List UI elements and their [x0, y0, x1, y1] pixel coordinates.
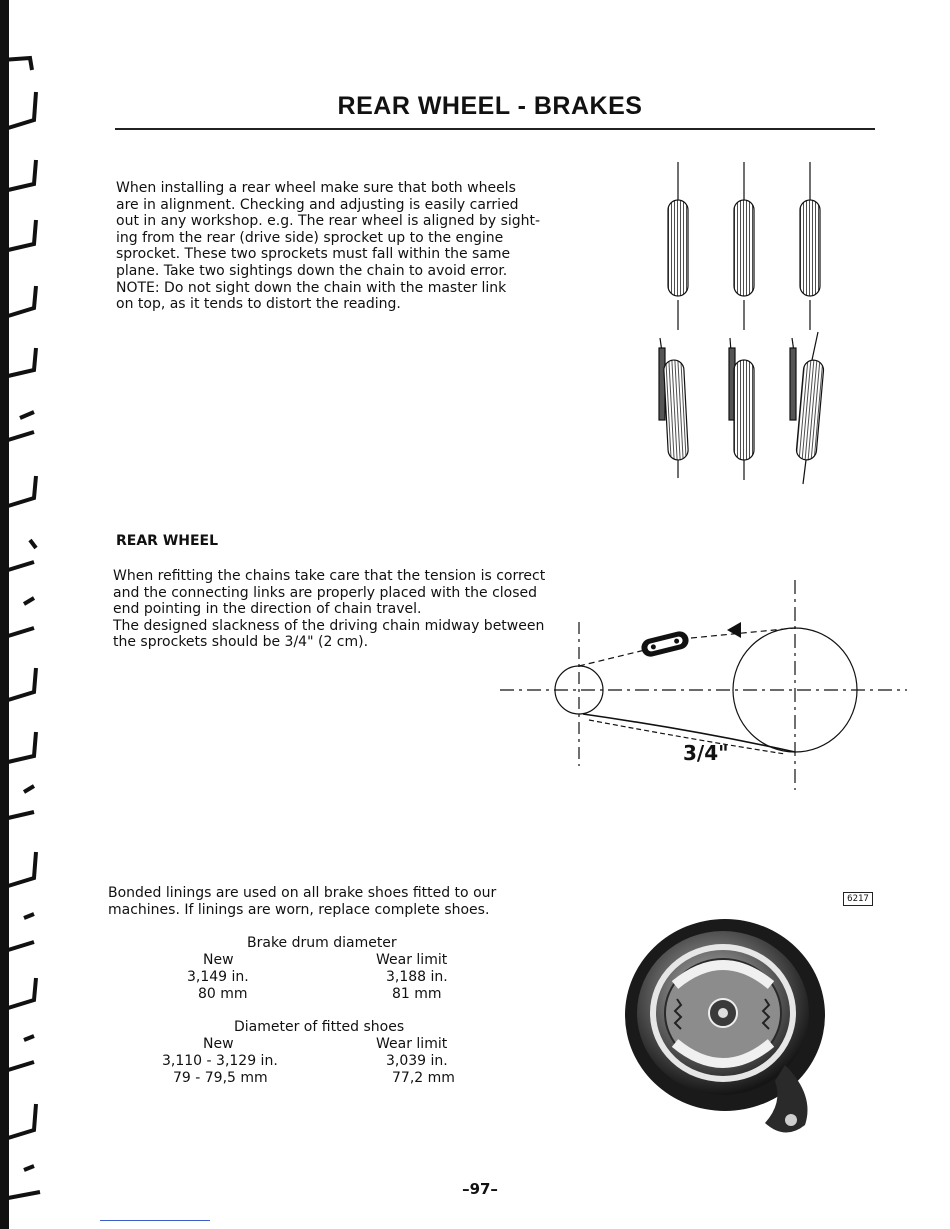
chain-direction-arrow: [727, 622, 741, 638]
aligned-wheel-1: [668, 162, 688, 330]
limit-inches-value: 3,039 in.: [386, 1053, 448, 1069]
page-number: –97–: [462, 1180, 498, 1198]
offset-wheel-3: [790, 332, 824, 484]
wear-limit-column-header: Wear limit: [376, 952, 448, 968]
page-title: REAR WHEEL - BRAKES: [337, 92, 643, 120]
text-line: The designed slackness of the driving chain midway between: [113, 617, 545, 634]
text-line: are in alignment. Checking and adjusting is easily carried: [116, 196, 519, 213]
table-title: Brake drum diameter: [247, 935, 397, 951]
text-line: When installing a rear wheel make sure that both wheels: [116, 180, 516, 196]
wheel-alignment-diagram: [640, 160, 840, 490]
limit-inches-value: 3,188 in.: [386, 969, 448, 985]
new-inches-value: 3,149 in.: [187, 969, 249, 985]
brake-assembly-photo: [615, 915, 855, 1145]
figure-reference: 6217: [843, 892, 873, 906]
text-line: machines. If linings are worn, replace complete shoes.: [108, 901, 490, 918]
text-line: When refitting the chains take care that the tension is correct: [113, 568, 546, 584]
footer-line: [100, 1220, 210, 1221]
connecting-link: [640, 629, 691, 658]
table-title: Diameter of fitted shoes: [234, 1019, 405, 1035]
new-inches-value: 3,110 - 3,129 in.: [162, 1053, 278, 1069]
aligned-wheel-2: [734, 162, 754, 330]
brake-drum-table: [160, 935, 470, 1005]
limit-mm-value: 77,2 mm: [392, 1070, 455, 1086]
text-line: plane. Take two sightings down the chain to avoid error.: [116, 262, 508, 279]
rear-wheel-paragraph: [113, 568, 558, 651]
slack-dimension-label: 3/4": [683, 741, 729, 765]
text-line: and the connecting links are properly placed with the closed: [113, 584, 538, 601]
text-line: end pointing in the direction of chain travel.: [113, 601, 422, 618]
wear-limit-column-header: Wear limit: [376, 1036, 448, 1052]
brake-lining-paragraph: [108, 885, 553, 918]
offset-wheel-1: [659, 338, 689, 478]
aligned-wheel-3: [800, 162, 820, 330]
text-line: on top, as it tends to distort the reading.: [116, 296, 401, 313]
new-mm-value: 79 - 79,5 mm: [173, 1070, 268, 1086]
text-line: out in any workshop. e.g. The rear wheel is aligned by sight-: [116, 213, 541, 230]
text-line: ing from the rear (drive side) sprocket up to the engine: [116, 229, 504, 246]
text-line: NOTE: Do not sight down the chain with the master link: [116, 279, 507, 296]
section-heading-rear-wheel: REAR WHEEL: [116, 533, 219, 549]
new-column-header: New: [203, 952, 234, 968]
new-mm-value: 80 mm: [198, 986, 248, 1002]
margin-tab-marks: [0, 0, 60, 1229]
chain-slack-diagram: [495, 580, 915, 800]
offset-wheel-2: [729, 338, 754, 480]
text-line: Bonded linings are used on all brake shoes fitted to our: [108, 885, 497, 901]
new-column-header: New: [203, 1036, 234, 1052]
alignment-paragraph: [116, 180, 560, 313]
limit-mm-value: 81 mm: [392, 986, 442, 1002]
text-line: the sprockets should be 3/4" (2 cm).: [113, 634, 369, 651]
brake-shoe-table: [160, 1019, 470, 1089]
title-rule: [115, 128, 875, 130]
text-line: sprocket. These two sprockets must fall within the same: [116, 246, 511, 263]
